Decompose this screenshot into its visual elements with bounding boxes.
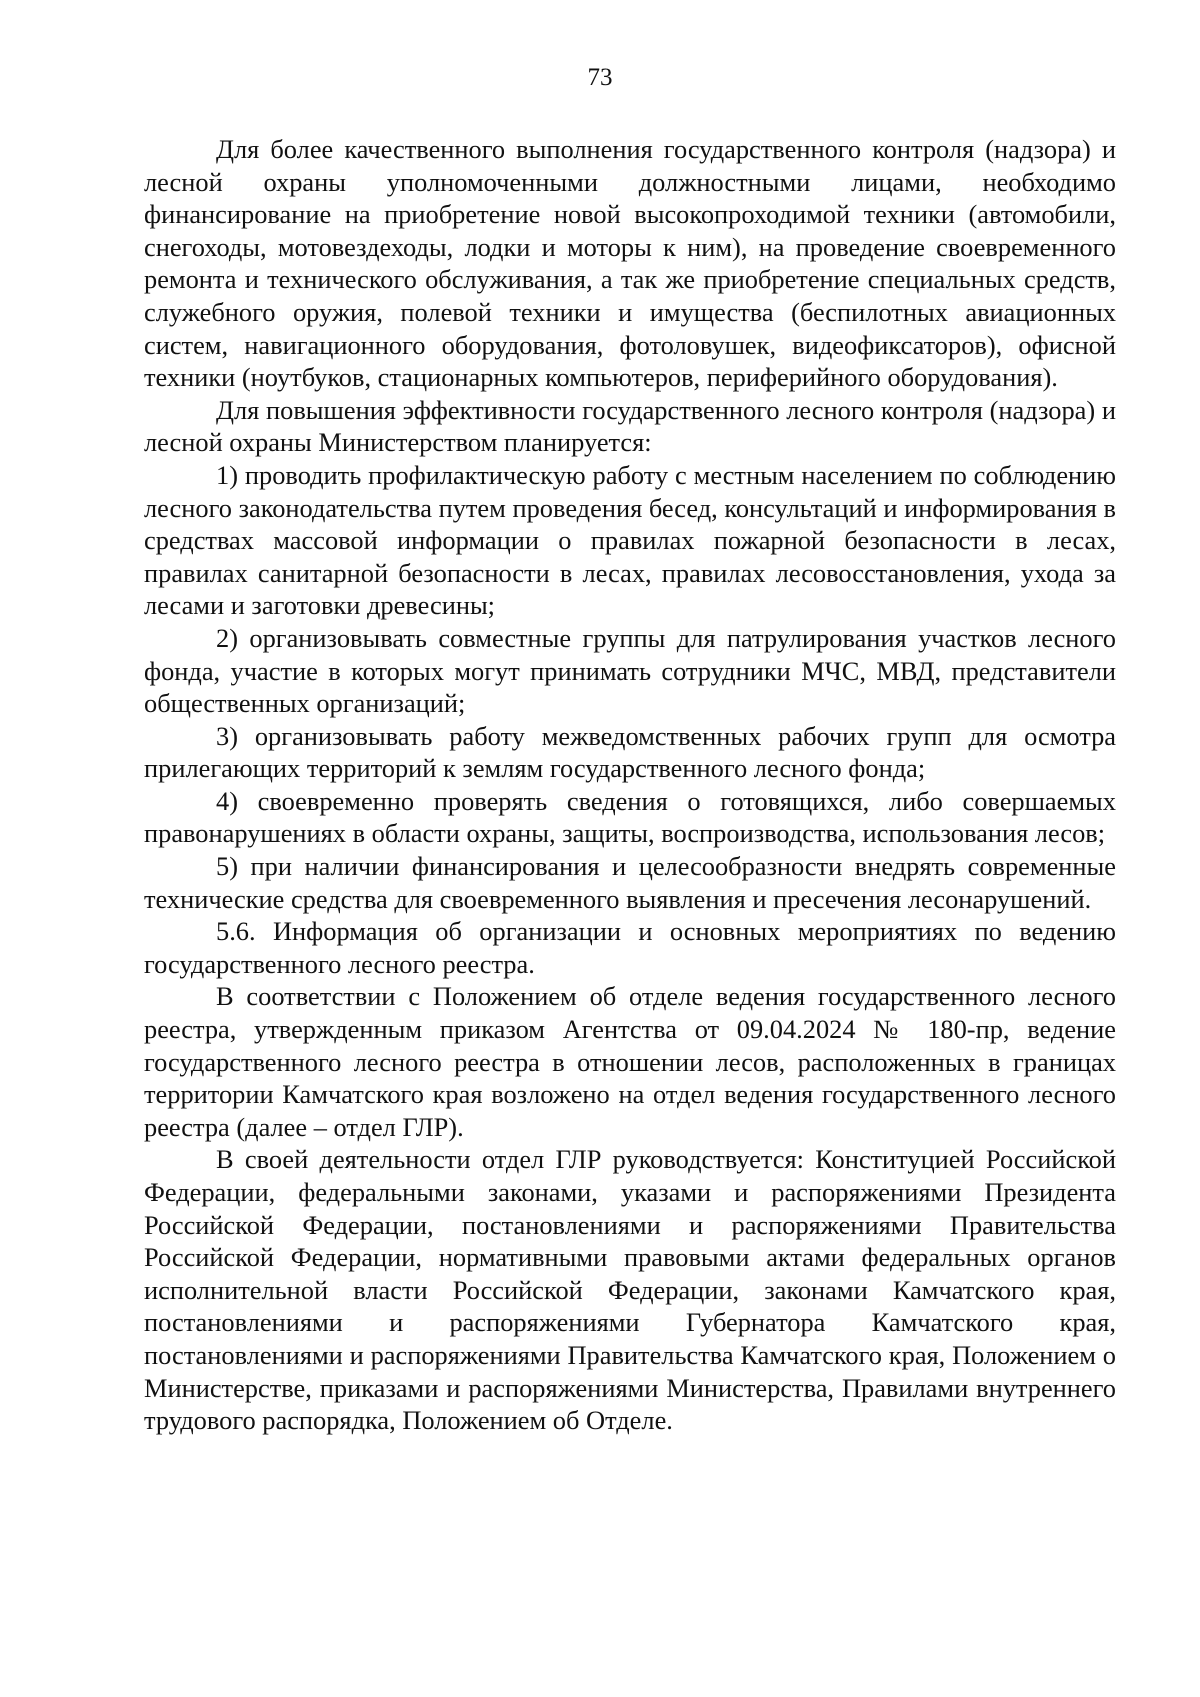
list-item-3-interagency-groups: 3) организовывать работу межведомственных рабочих групп для осмотра прилегающих территорий к землям государственного лесного фонда; <box>144 720 1116 784</box>
list-item-2-patrol-groups: 2) организовывать совместные группы для патрулирования участков лесного фонда, участие в которых могут принимать сотрудники МЧС, МВД, представители общественных организаций; <box>144 622 1116 719</box>
paragraph-legal-basis: В своей деятельности отдел ГЛР руководствуется: Конституцией Российской Федерации, федеральными законами, указами и распоряжениями Президента Российской Федерации, постановлениями и распоряжениями Правительства Российской Федерации, нормативными правовыми актами федеральных органов исполнительной власти Российской Федерации, законами Камчатского края, постановлениями и распоряжениями Губернатора Камчатского края, постановлениями и распоряжениями Правительства Камчатского края, Положением о Министерстве, приказами и распоряжениями Министерства, Правилами внутреннего трудового распорядка, Положением об Отделе. <box>144 1144 1116 1436</box>
document-body <box>144 133 1116 1437</box>
page-number: 73 <box>587 64 613 91</box>
list-item-1-prevention: 1) проводить профилактическую работу с местным населением по соблюдению лесного законодательства путем проведения бесед, консультаций и информирования в средствах массовой информации о правилах пожарной безопасности в лесах, правилах санитарной безопасности в лесах, правилах лесовосстановления, ухода за лесами и заготовки древесины; <box>144 459 1116 621</box>
paragraph-glr-department: В соответствии с Положением об отделе ведения государственного лесного реестра, утвержденным приказом Агентства от 09.04.2024 № 180-пр, ведение государственного лесного реестра в отношении лесов, расположенных в границах территории Камчатского края возложено на отдел ведения государственного лесного реестра (далее – отдел ГЛР). <box>144 981 1116 1142</box>
list-item-4-check-information: 4) своевременно проверять сведения о готовящихся, либо совершаемых правонарушениях в области охраны, защиты, воспроизводства, использования лесов; <box>144 785 1116 849</box>
paragraph-financing-need: Для более качественного выполнения государственного контроля (надзора) и лесной охраны уполномоченными должностными лицами, необходимо финансирование на приобретение новой высокопроходимой техники (автомобили, снегоходы, мотовездеходы, лодки и моторы к ним), на проведение своевременного ремонта и технического обслуживания, а так же приобретение специальных средств, служебного оружия, полевой техники и имущества (беспилотных авиационных систем, навигационного оборудования, фотоловушек, видеофиксаторов), офисной техники (ноутбуков, стационарных компьютеров, периферийного оборудования). <box>144 134 1116 393</box>
section-heading-5-6: 5.6. Информация об организации и основных мероприятиях по ведению государственного лесного реестра. <box>144 916 1116 979</box>
list-item-5-technical-means: 5) при наличии финансирования и целесообразности внедрять современные технические средства для своевременного выявления и пресечения лесонарушений. <box>144 851 1116 914</box>
paragraph-ministry-plans: Для повышения эффективности государственного лесного контроля (надзора) и лесной охраны Министерством планируется: <box>144 394 1116 458</box>
